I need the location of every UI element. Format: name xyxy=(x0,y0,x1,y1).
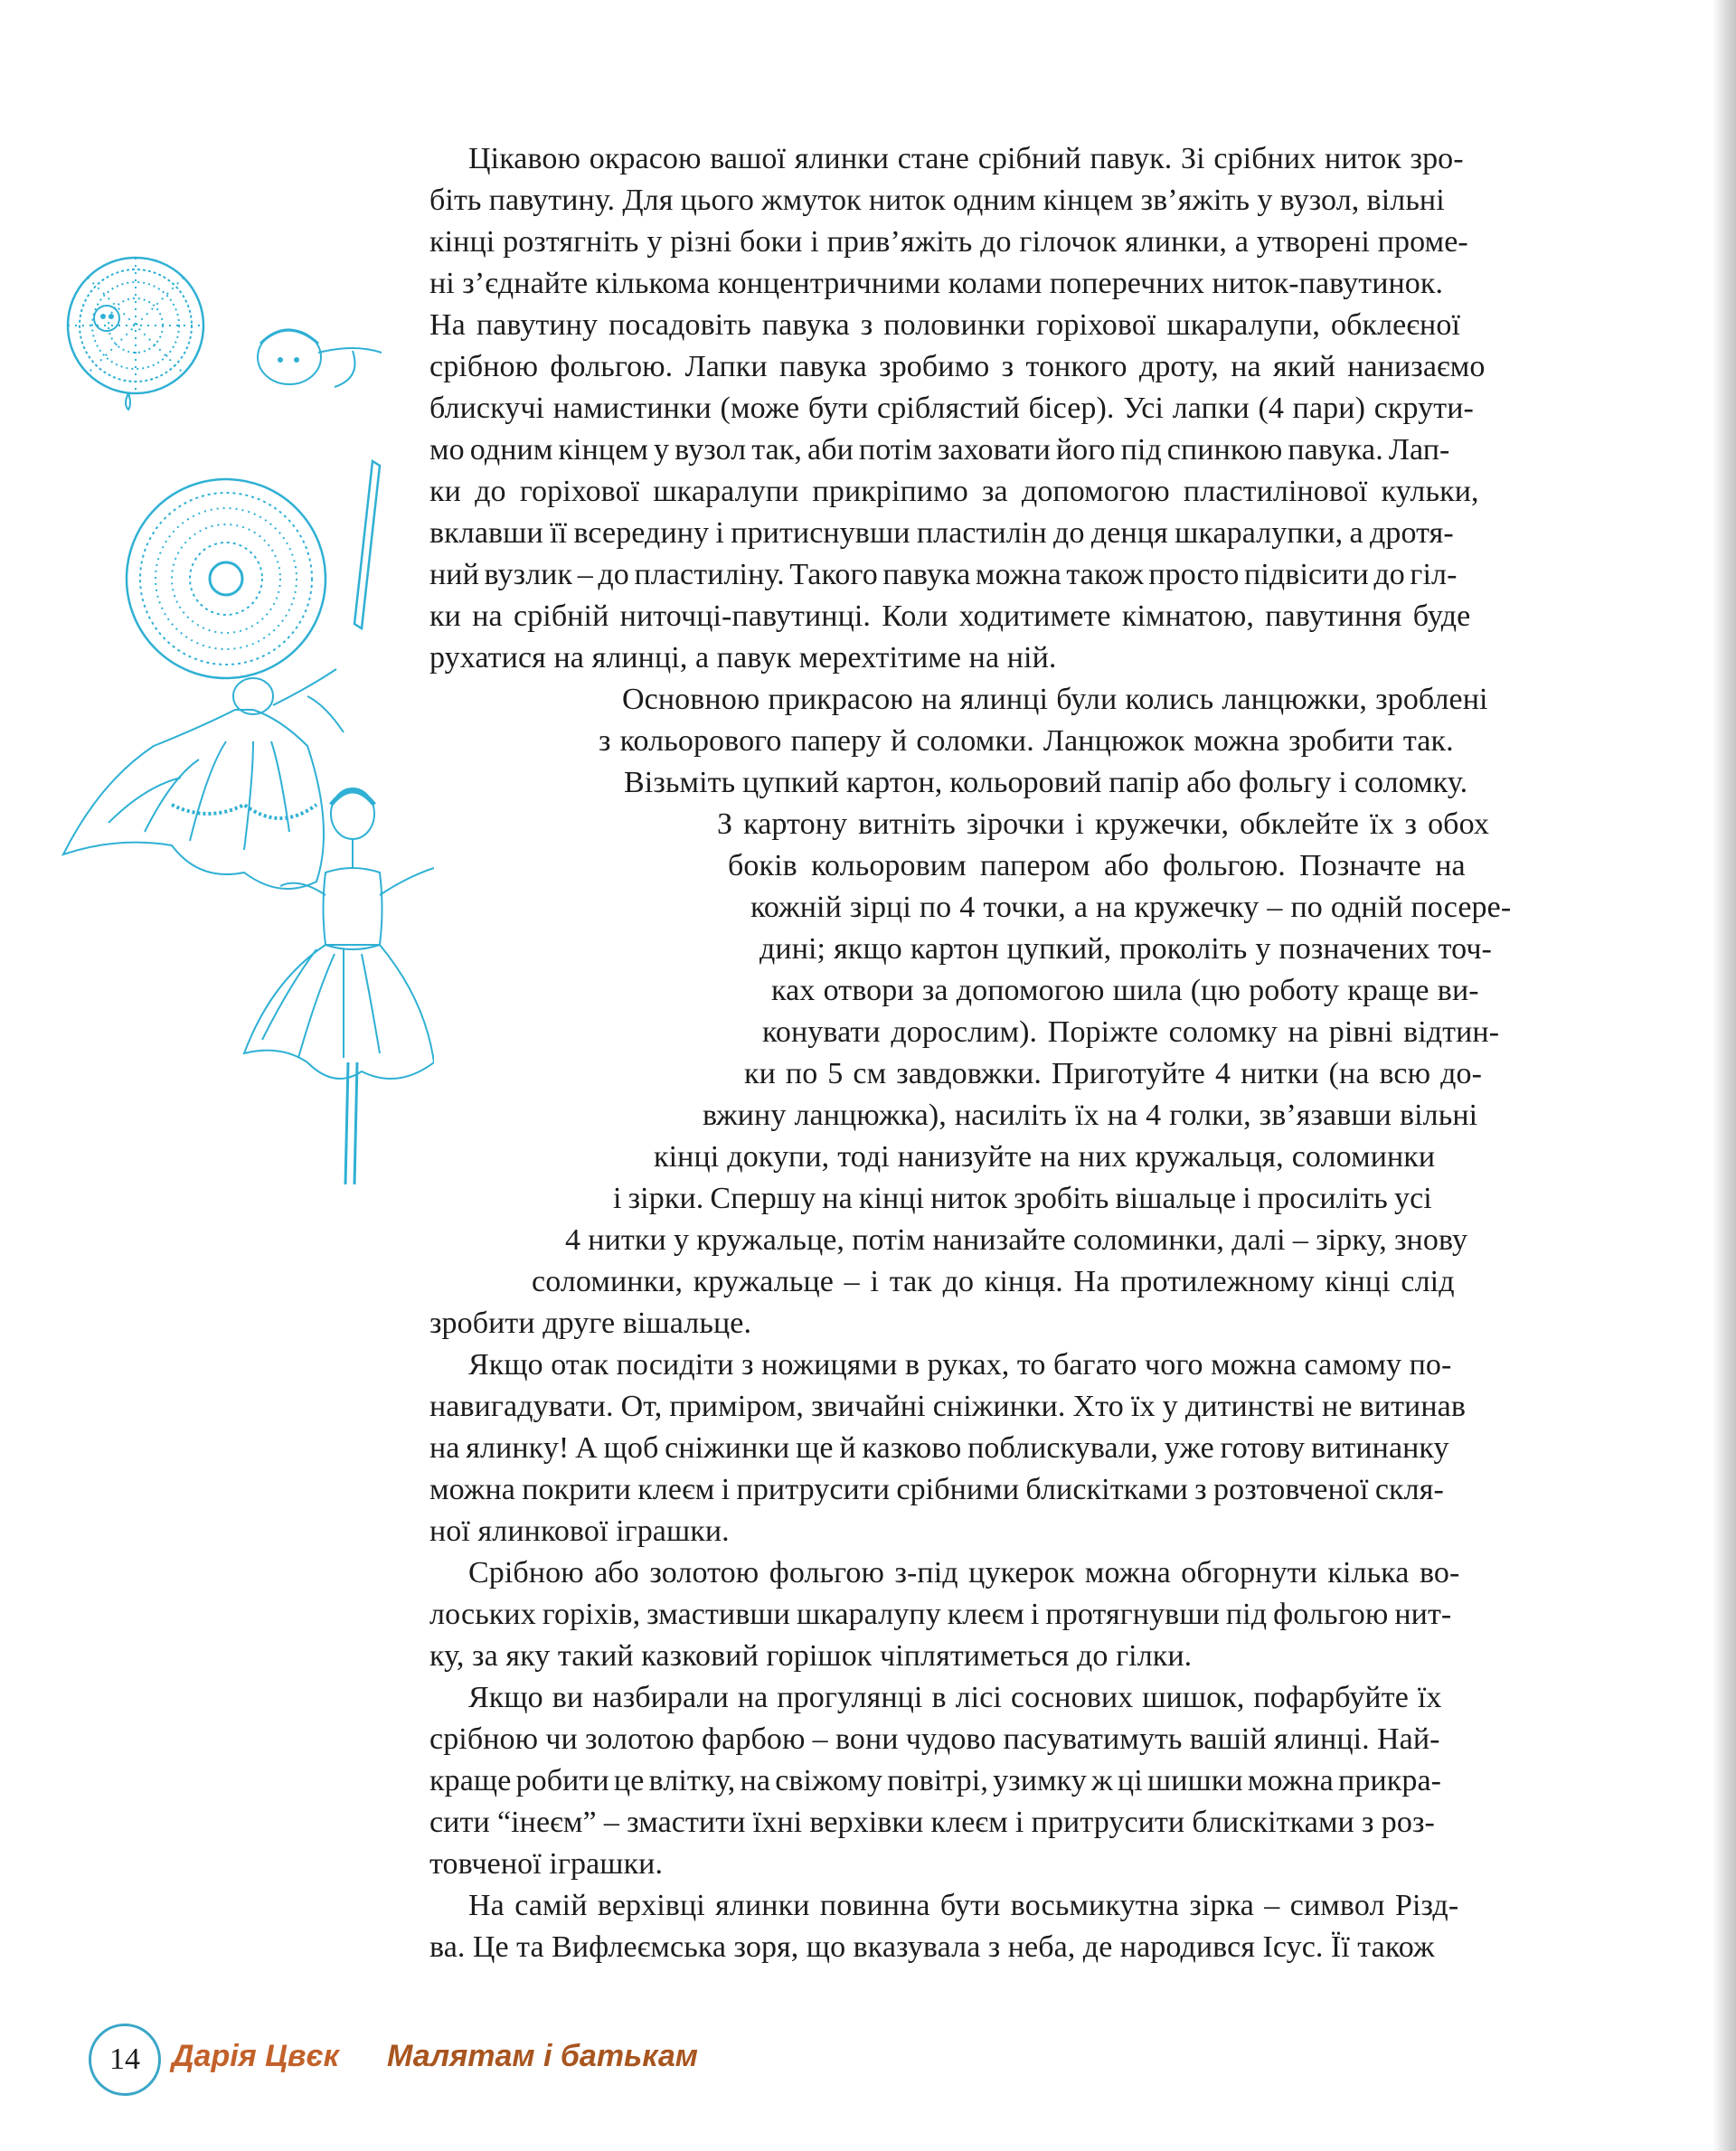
text-line: На павутину посадовіть павука з половинки горіхової шкаралупи, обклеєної xyxy=(429,308,1460,342)
text-line: 4 нитки у кружальце, потім нанизайте соломинки, далі – зірку, знову xyxy=(565,1223,1468,1257)
text-line: вклавши її всередину і притиснувши пластилін до денця шкаралупки, а дротя- xyxy=(429,516,1454,550)
text-line: срібною чи золотою фарбою – вони чудово пасуватимуть вашій ялинці. Най- xyxy=(429,1722,1440,1756)
text-line: рухатися на ялинці, а павук мерехтітиме на ній. xyxy=(429,641,1057,675)
text-line: ва. Це та Вифлеємська зоря, що вказувала з неба, де народився Ісус. Її також xyxy=(429,1930,1435,1964)
text-line: ки по 5 см завдовжки. Приготуйте 4 нитки (на всю до- xyxy=(744,1057,1483,1090)
text-line: блискучі намистинки (може бути сріблястий бісер). Усі лапки (4 пари) скрути- xyxy=(429,392,1474,425)
text-line: ки до горіхової шкаралупи прикріпимо за допомогою пластилінової кульки, xyxy=(429,475,1479,508)
text-line: кінці докупи, тоді нанизуйте на них кружальця, соломинки xyxy=(654,1140,1436,1174)
footer-author: Дарія Цвєк xyxy=(172,2039,339,2073)
text-line: і зірки. Спершу на кінці ниток зробіть вішальце і просиліть усі xyxy=(613,1182,1432,1215)
text-line: На самій верхівці ялинки повинна бути восьмикутна зірка – символ Різд- xyxy=(468,1889,1459,1922)
footer-book-title: Малятам і батькам xyxy=(387,2039,698,2073)
text-line: можна покрити клеєм і притрусити срібними блискітками з розтовченої скля- xyxy=(429,1473,1444,1506)
text-line: срібною фольгою. Лапки павука зробимо з тонкого дроту, на який нанизаємо xyxy=(429,350,1486,383)
text-line: на ялинку! А щоб сніжинки ще й казково поблискували, уже готову витинанку xyxy=(429,1431,1449,1465)
text-line: ки на срібній ниточці-павутинці. Коли ходитимете кімнатою, павутиння буде xyxy=(429,599,1471,633)
text-line: ної ялинкової іграшки. xyxy=(429,1514,730,1548)
text-line: сити “інеєм” – змастити їхні верхівки клеєм і притрусити блискітками з роз- xyxy=(429,1806,1435,1839)
text-line: дині; якщо картон цупкий, проколіть у позначених точ- xyxy=(760,932,1492,966)
text-line: краще робити це влітку, на свіжому повітрі, узимку ж ці шишки можна прикра- xyxy=(429,1764,1442,1797)
text-line: соломинки, кружальце – і так до кінця. На протилежному кінці слід xyxy=(532,1265,1455,1298)
page-number: 14 xyxy=(89,2024,161,2096)
text-line: Цікавою окрасою вашої ялинки стане срібний павук. Зі срібних ниток зро- xyxy=(468,142,1464,175)
text-line: товченої іграшки. xyxy=(429,1847,664,1881)
text-line: мо одним кінцем у вузол так, аби потім заховати його під спинкою павука. Лап- xyxy=(429,433,1450,467)
text-line: ках отвори за допомогою шила (цю роботу краще ви- xyxy=(771,974,1479,1007)
text-line: навигадувати. От, приміром, звичайні сніжинки. Хто їх у дитинстві не витинав xyxy=(429,1390,1466,1423)
text-line: боків кольоровим папером або фольгою. Позначте на xyxy=(728,849,1466,882)
text-line: зробити друге вішальце. xyxy=(429,1307,752,1340)
text-line: З картону витніть зірочки і кружечки, обклейте їх з обох xyxy=(717,807,1489,841)
text-line: конувати дорослим). Поріжте соломку на рівні відтин- xyxy=(762,1015,1500,1049)
text-line: Якщо отак посидіти з ножицями в руках, то багато чого можна самому по- xyxy=(468,1348,1452,1382)
text-line: з кольорового паперу й соломки. Ланцюжок можна зробити так. xyxy=(599,724,1454,758)
text-line: Якщо ви назбирали на прогулянці в лісі соснових шишок, пофарбуйте їх xyxy=(468,1681,1442,1714)
text-line: ку, за яку такий казковий горішок чіплятиметься до гілки. xyxy=(429,1639,1193,1673)
text-line: ний вузлик – до пластиліну. Такого павука можна також просто підвісити до гіл- xyxy=(429,558,1458,591)
text-line: кінці розтягніть у різні боки і прив’яжіть до гілочок ялинки, а утворені проме- xyxy=(429,225,1468,259)
text-line: лоських горіхів, змастивши шкаралупу клеєм і протягнувши під фольгою нит- xyxy=(429,1598,1452,1631)
text-line: ні з’єднайте кількома концентричними колами поперечних ниток-павутинок. xyxy=(429,267,1444,300)
text-line: кожній зірці по 4 точки, а на кружечку – по одній посере- xyxy=(750,891,1512,924)
text-line: біть павутину. Для цього жмуток ниток одним кінцем зв’яжіть у вузол, вільні xyxy=(429,184,1445,217)
text-line: Основною прикрасою на ялинці були колись ланцюжки, зроблені xyxy=(622,683,1488,716)
text-line: вжину ланцюжка), насиліть їх на 4 голки, зв’язавши вільні xyxy=(703,1099,1478,1132)
page-footer xyxy=(81,2016,714,2098)
text-line: Візьміть цупкий картон, кольоровий папір або фольгу і соломку. xyxy=(624,766,1468,799)
text-line: Срібною або золотою фольгою з-під цукерок можна обгорнути кілька во- xyxy=(468,1556,1460,1590)
